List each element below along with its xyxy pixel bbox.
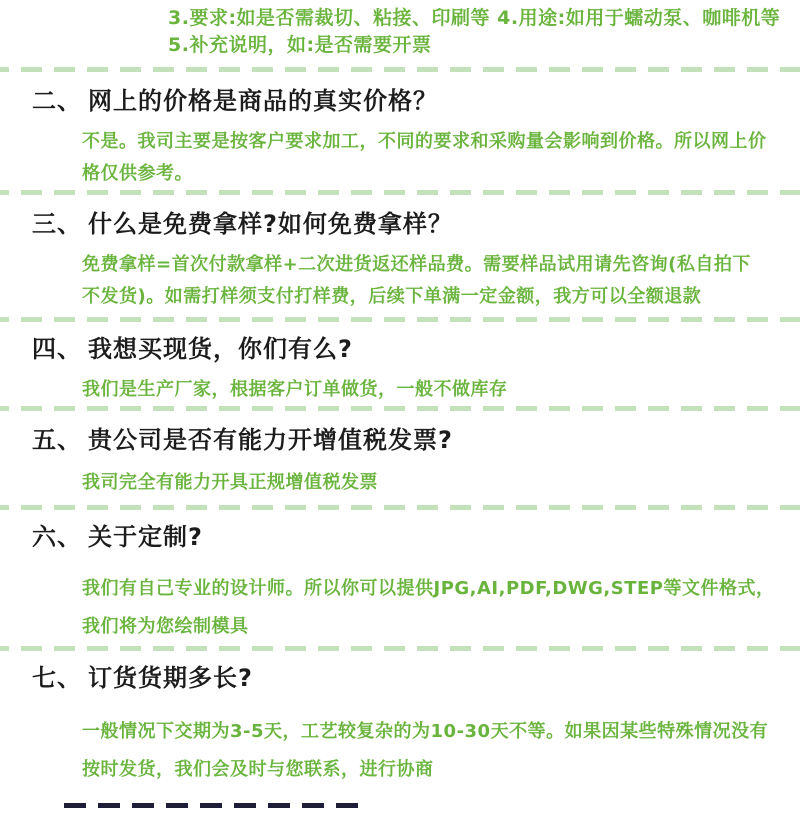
answer-line: 不是。我司主要是按客户要求加工，不同的要求和采购量会影响到价格。所以网上价 bbox=[82, 131, 767, 152]
question-number: 七、 bbox=[32, 664, 82, 692]
question-heading bbox=[32, 425, 800, 455]
faq-section-7 bbox=[0, 651, 800, 789]
question-number: 四、 bbox=[32, 335, 82, 363]
answer bbox=[82, 126, 800, 190]
answer-line: 我们有自己专业的设计师。所以你可以提供JPG,AI,PDF,DWG,STEP等文件格式， bbox=[82, 578, 775, 599]
ordering-note-line: 3.要求:如是否需裁切、粘接、印刷等 4.用途:如用于蠕动泵、咖啡机等 bbox=[168, 7, 781, 29]
question-heading bbox=[32, 209, 800, 239]
answer-line: 我们是生产厂家，根据客户订单做货，一般不做库存 bbox=[82, 379, 508, 400]
answer bbox=[82, 713, 800, 789]
question-number: 三、 bbox=[32, 210, 82, 238]
answer bbox=[82, 249, 800, 313]
question-text: 关于定制? bbox=[88, 523, 203, 551]
question-heading bbox=[32, 663, 800, 693]
question-number: 二、 bbox=[32, 87, 82, 115]
question-number: 五、 bbox=[32, 426, 82, 454]
answer-line: 一般情况下交期为3-5天，工艺较复杂的为10-30天不等。如果因某些特殊情况没有 bbox=[82, 721, 769, 742]
answer bbox=[82, 374, 800, 406]
answer-line: 我司完全有能力开具正规增值税发票 bbox=[82, 472, 378, 493]
answer-line: 我们将为您绘制模具 bbox=[82, 616, 249, 637]
question-text: 贵公司是否有能力开增值税发票? bbox=[88, 426, 453, 454]
question-text: 什么是免费拿样?如何免费拿样？ bbox=[88, 210, 453, 238]
faq-section-4 bbox=[0, 322, 800, 406]
question-text: 订货货期多长? bbox=[88, 664, 253, 692]
ordering-notes bbox=[0, 0, 800, 67]
answer-line: 格仅供参考。 bbox=[82, 163, 193, 184]
answer bbox=[82, 570, 800, 646]
answer-line: 不发货)。如需打样须支付打样费，后续下单满一定金额，我方可以全额退款 bbox=[82, 286, 702, 307]
answer bbox=[82, 467, 800, 499]
faq-section-6 bbox=[0, 510, 800, 646]
faq-section-5 bbox=[0, 411, 800, 505]
ordering-note-line: 5.补充说明，如:是否需要开票 bbox=[168, 34, 432, 56]
question-heading bbox=[32, 522, 800, 552]
answer-line: 免费拿样=首次付款拿样+二次进货返还样品费。需要样品试用请先咨询(私自拍下 bbox=[82, 254, 751, 275]
answer-line: 按时发货，我们会及时与您联系，进行协商 bbox=[82, 759, 434, 780]
partial-dark-divider bbox=[64, 803, 358, 808]
question-number: 六、 bbox=[32, 523, 82, 551]
question-heading bbox=[32, 334, 800, 364]
question-text: 网上的价格是商品的真实价格？ bbox=[88, 87, 438, 115]
faq-section-3 bbox=[0, 195, 800, 317]
question-text: 我想买现货，你们有么? bbox=[88, 335, 353, 363]
question-heading bbox=[32, 86, 800, 116]
faq-section-2 bbox=[0, 72, 800, 190]
